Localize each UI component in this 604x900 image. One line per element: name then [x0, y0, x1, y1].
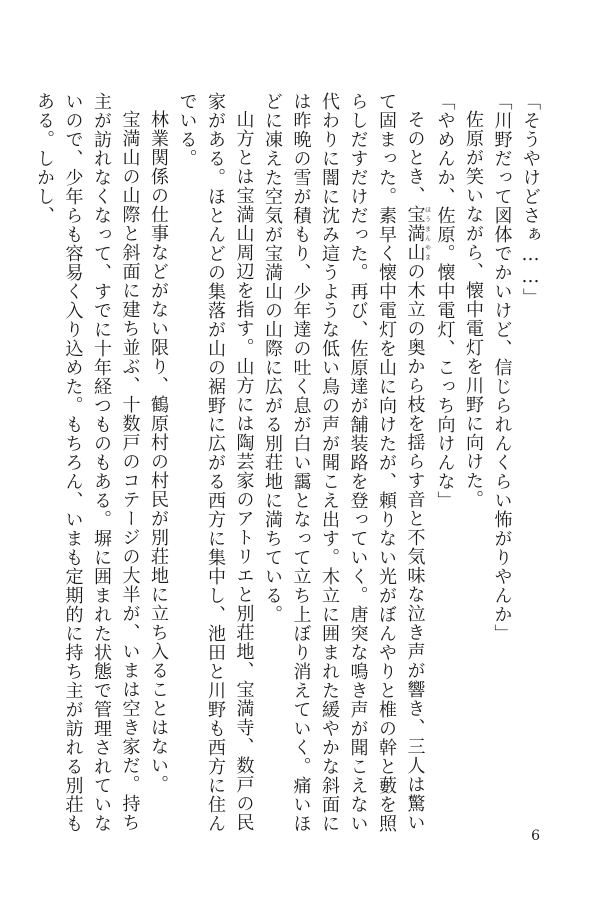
- narration-text-before: そのとき、: [404, 110, 426, 205]
- paragraph-indent: [121, 92, 139, 110]
- narration-text: 佐原が笑いながら、懐中電灯を川野に向けた。: [463, 110, 484, 509]
- narration-text-after: の木立の奥から枝を揺らす音と不気味な泣き声が響き、三人は驚いて固まった。素早く懐中電灯を山に向けたが、頼りない光がぼんやりと椎の幹と藪を照らしだすだけだった。再び、佐原達が舗装路を登っていく。唐突な鳴き声が聞こえない代わりに闇に沈み這うような低い鳥の声が聞こえ出す。木立に囲まれた緩やかな斜面には昨晩の雪が積もり、少年達の吐く息が白い靄となって立ち上ぼり消えていく。痛いほどに凍えた空気が宝満山の山際に広がる別荘地に満ちている。: [262, 92, 426, 833]
- ruby-base: 宝満山: [404, 205, 426, 262]
- body-text: [34, 92, 544, 837]
- narration-paragraph-4: [144, 92, 173, 837]
- narration-text: 宝満山の山際と斜面に建ち並ぶ、十数戸のコテージの大半が、いまは空き家だ。持ち主が訪れなくなって、すでに十年経つものもある。塀に囲まれた状態で管理されていないので、少年らも容易く入り込めた。もちろん、いまも定期的に持ち主が訪れる別荘もある。しかし、: [34, 92, 141, 833]
- narration-paragraph-3: [172, 92, 258, 837]
- page-number: 6: [531, 828, 540, 844]
- ruby-reading: ほうまんやま: [423, 205, 431, 262]
- narration-paragraph-2: [258, 92, 431, 837]
- paragraph-indent: [464, 92, 482, 110]
- dialogue-line-2: 「川野だって図体でかいけど、信じられんくらい怖がりやんか」: [491, 92, 513, 643]
- paragraph-indent: [149, 92, 167, 110]
- narration-text: 林業関係の仕事などがない限り、鶴原村の村民が別荘地に立ち入ることはない。: [148, 110, 169, 794]
- narration-paragraph-5: [30, 92, 144, 837]
- dialogue-line-3: 「やめんか、佐原。懐中電灯、こっち向けんな」: [434, 92, 456, 510]
- narration-paragraph-1: [459, 92, 488, 837]
- paragraph-indent: [406, 92, 424, 110]
- narration-text: 山方とは宝満山周辺を指す。山方には陶芸家のアトリエと別荘地、宝満寺、数戸の民家がある。ほとんどの集落が山の裾野に広がる西方に集中し、池田と川野も西方に住んでいる。: [176, 92, 255, 833]
- dialogue-line-1: 「そうやけどさぁ……」: [520, 92, 541, 307]
- ruby-hoomanyama: [404, 205, 431, 262]
- paragraph-indent: [235, 92, 253, 110]
